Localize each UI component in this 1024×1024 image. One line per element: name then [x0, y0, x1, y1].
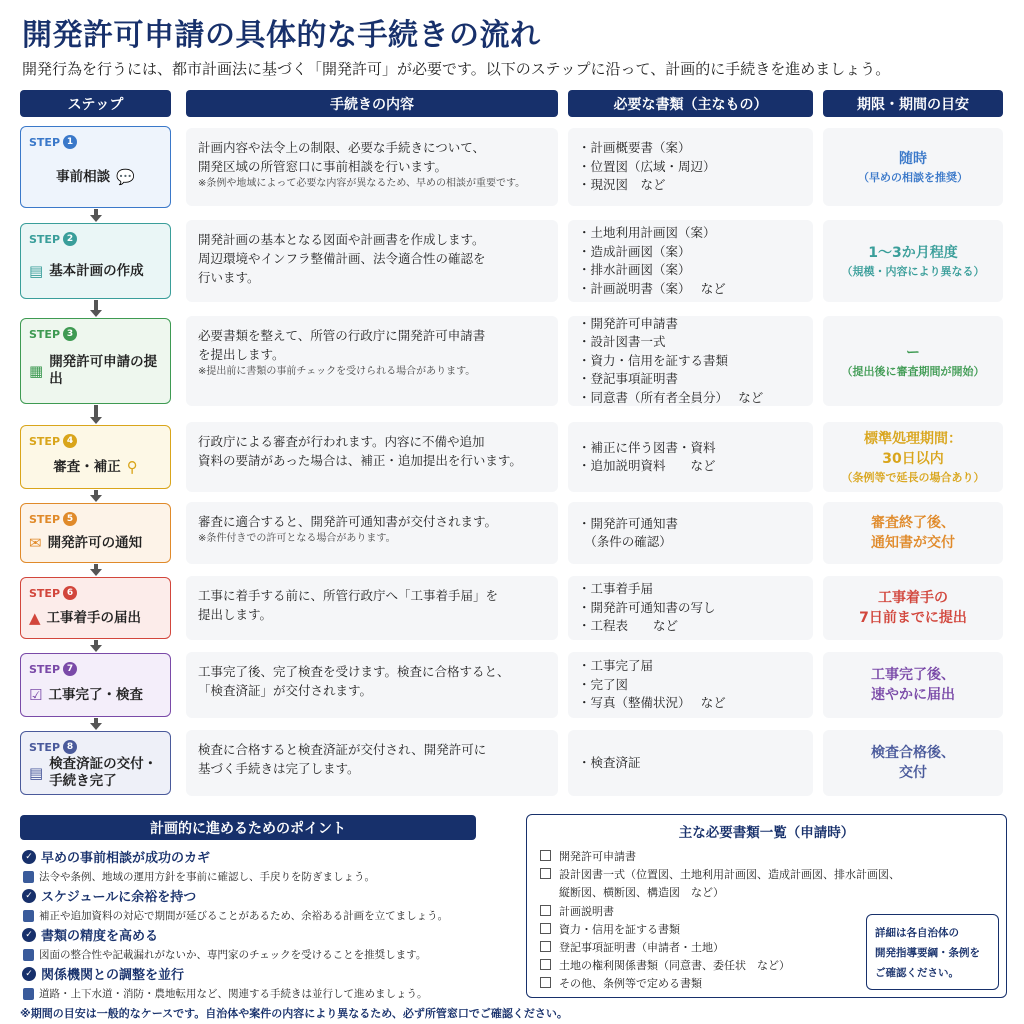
description-line: 検査に合格すると検査済証が交付され、開発許可に [198, 742, 487, 757]
step-label [29, 232, 77, 246]
footer-note: ※期間の目安は一般的なケースです。自治体や案件の内容により異なるため、必ず所管窓口でご確認ください。 [20, 1007, 568, 1020]
document-item: ・同意書（所有者全員分） など [578, 389, 764, 405]
description-note: ※条件付きでの許可となる場合があります。 [198, 533, 396, 544]
checklist-item-text: 登記事項証明書（申請者・土地） [559, 941, 724, 954]
description-line: 開発区域の所管窓口に事前相談を行います。 [198, 159, 448, 174]
header-documents: 必要な書類（主なもの） [568, 90, 813, 117]
step-title [29, 530, 162, 556]
description-note: ※提出前に書類の事前チェックを受けられる場合があります。 [198, 366, 476, 377]
document-item: ・排水計画図（案） [578, 262, 691, 277]
checkbox-icon [540, 868, 551, 879]
checkbox-icon [540, 977, 551, 988]
step-title-text: 開発許可の通知 [47, 534, 143, 551]
period-sub: （提出後に審査期間が開始） [841, 364, 985, 378]
description-note: ※条例や地域によって必要な内容が異なるため、早めの相談が重要です。 [198, 178, 526, 189]
period-main: 工事着手の 7日前までに提出 [859, 590, 967, 626]
period-main: 1〜3か月程度 [868, 244, 958, 261]
description-line: 開発計画の基本となる図面や計画書を作成します。 [198, 232, 485, 247]
document-item: ・計画説明書（案） など [578, 280, 726, 296]
document-item: ・設計図書一式 [578, 334, 666, 350]
document-icon [23, 949, 34, 961]
description-line: を提出します。 [198, 347, 285, 362]
point-heading [22, 925, 502, 944]
checkbox-icon: ☑ [29, 685, 43, 704]
page-subtitle: 開発行為を行うには、都市計画法に基づく「開発許可」が必要です。以下のステップに沿って、計画的に手続きを進めましょう。 [22, 60, 891, 78]
step-title [29, 345, 162, 397]
step-period [823, 316, 1003, 406]
step-title-text: 開発許可申請の提出 [49, 354, 158, 387]
step-period [823, 576, 1003, 640]
point-body [22, 908, 502, 923]
document-item: ・現況図 など [578, 177, 666, 193]
down-arrow-icon [90, 640, 102, 652]
document-item: ・完了図 [578, 676, 629, 692]
step-description [186, 576, 558, 640]
down-arrow-icon [90, 490, 102, 502]
step-title-text: 基本計画の作成 [49, 262, 144, 279]
document-item: ・造成計画図（案） [578, 243, 691, 259]
document-item: ・補正に伴う図書・資料 [578, 439, 716, 455]
envelope-icon: ✉ [29, 533, 42, 552]
step-tag-text: STEP [29, 434, 61, 448]
description-line: 行います。 [198, 270, 260, 285]
checklist-item [540, 975, 702, 993]
check-circle-icon: ✓ [22, 967, 36, 981]
document-item: ・計画概要書（案） [578, 140, 691, 156]
point-body-text: 道路・上下水道・消防・農地転用など、関連する手続きは並行して進めましょう。 [39, 988, 428, 1000]
check-circle-icon: ✓ [22, 928, 36, 942]
checklist-item [540, 957, 790, 975]
header-step: ステップ [20, 90, 171, 117]
document-icon [23, 910, 34, 922]
step-card-3 [20, 318, 171, 404]
step-card-1 [20, 126, 171, 208]
point-body [22, 986, 502, 1001]
step-title [29, 452, 162, 482]
document-icon [23, 988, 34, 1000]
point-item [22, 847, 502, 884]
document-item: ・資力・信用を証する書類 [578, 352, 729, 368]
step-description [186, 422, 558, 492]
check-circle-icon: ✓ [22, 850, 36, 864]
step-tag-text: STEP [29, 232, 61, 246]
step-tag-text: STEP [29, 662, 61, 676]
header-period: 期限・期間の目安 [823, 90, 1003, 117]
down-arrow-icon [90, 718, 102, 730]
checkbox-icon [540, 959, 551, 970]
step-documents [568, 502, 813, 564]
traffic-cone-icon: ▲ [29, 608, 41, 627]
point-body [22, 869, 502, 884]
description-line: 資料の要請があった場合は、補正・追加提出を行います。 [198, 453, 522, 468]
point-item [22, 964, 502, 1001]
down-arrow-icon [90, 564, 102, 576]
period-sub: （早めの相談を推奨） [858, 170, 968, 184]
step-label [29, 434, 77, 448]
step-card-4 [20, 425, 171, 489]
description-line: 「検査済証」が交付されます。 [198, 683, 373, 698]
step-label [29, 740, 77, 754]
document-item: ・工程表 など [578, 618, 679, 634]
checklist-item-text: 計画説明書 [559, 905, 614, 918]
arrow-head [90, 495, 102, 502]
step-number: 5 [63, 512, 77, 526]
step-description [186, 128, 558, 206]
down-arrow-icon [90, 405, 102, 424]
step-description [186, 316, 558, 406]
step-title [29, 604, 162, 632]
checklist-item [540, 939, 724, 957]
description-line: 必要書類を整えて、所管の行政庁に開発許可申請書 [198, 328, 486, 343]
step-title-text: 審査・補正 [53, 458, 121, 475]
description-line: 提出します。 [198, 607, 273, 622]
point-heading-text: 早めの事前相談が成功のカギ [41, 851, 211, 866]
step-label [29, 662, 77, 676]
step-title-text: 事前相談 [56, 168, 111, 185]
clipboard-icon: ▦ [29, 361, 44, 380]
points-title: 計画的に進めるためのポイント [20, 815, 476, 840]
step-title-text: 工事着手の届出 [46, 609, 142, 626]
checklist-item-text: 設計図書一式（位置図、土地利用計画図、造成計画図、排水計画図、 縦断図、横断図、構造図 など） [559, 868, 900, 899]
period-sub: （規模・内容により異なる） [841, 264, 985, 278]
step-documents [568, 128, 813, 206]
point-item [22, 886, 502, 923]
arrow-head [90, 417, 102, 424]
arrow-head [90, 310, 102, 317]
checkbox-icon [540, 850, 551, 861]
step-documents [568, 576, 813, 640]
document-item: ・開発許可申請書 [578, 315, 679, 331]
step-period [823, 652, 1003, 718]
step-card-6 [20, 577, 171, 639]
point-heading-text: 書類の精度を高める [41, 929, 159, 944]
arrow-head [90, 569, 102, 576]
step-description [186, 730, 558, 796]
checklist-item-text: 資力・信用を証する書類 [559, 923, 680, 936]
step-title [29, 758, 162, 788]
step-label [29, 586, 77, 600]
checkbox-icon [540, 941, 551, 952]
step-period [823, 730, 1003, 796]
point-heading-text: 関係機関との調整を並行 [41, 968, 185, 983]
step-documents [568, 220, 813, 302]
page-title: 開発許可申請の具体的な手続きの流れ [22, 18, 541, 53]
step-period [823, 422, 1003, 492]
document-item: ・開発許可通知書 [578, 515, 679, 531]
checklist-item-text: その他、条例等で定める書類 [559, 977, 702, 990]
checklist-item [540, 866, 900, 902]
step-tag-text: STEP [29, 135, 61, 149]
period-main: 工事完了後、 速やかに届出 [871, 667, 955, 703]
checkbox-icon [540, 923, 551, 934]
arrow-head [90, 723, 102, 730]
step-tag-text: STEP [29, 740, 61, 754]
checklist-item [540, 848, 636, 866]
description-line: 行政庁による審査が行われます。内容に不備や追加 [198, 434, 485, 449]
document-item: ・工事完了届 [578, 658, 654, 674]
step-tag-text: STEP [29, 327, 61, 341]
description-line: 基づく手続きは完了します。 [198, 761, 360, 776]
document-icon: ▤ [29, 261, 44, 280]
checklist-item-text: 土地の権利関係書類（同意書、委任状 など） [559, 959, 790, 972]
chat-bubble-icon: 💬 [116, 167, 135, 186]
step-card-8 [20, 731, 171, 795]
step-description [186, 502, 558, 564]
description-line: 審査に適合すると、開発許可通知書が交付されます。 [198, 514, 498, 529]
description-line: 計画内容や法令上の制限、必要な手続きについて、 [198, 140, 486, 155]
step-number: 6 [63, 586, 77, 600]
side-note: 詳細は各自治体の 開発指導要綱・条例を ご確認ください。 [866, 914, 999, 990]
step-period [823, 220, 1003, 302]
document-item: ・工事着手届 [578, 581, 654, 597]
document-item: ・検査済証 [578, 754, 641, 770]
step-title-text: 工事完了・検査 [48, 686, 143, 703]
point-body [22, 947, 502, 962]
period-main: ー [906, 344, 920, 361]
point-heading-text: スケジュールに余裕を持つ [41, 890, 197, 905]
point-heading [22, 886, 502, 905]
point-item [22, 925, 502, 962]
arrow-head [90, 215, 102, 222]
point-body-text: 補正や追加資料の対応で期間が延びることがあるため、余裕ある計画を立てましょう。 [39, 910, 449, 922]
step-title [29, 680, 162, 710]
step-label [29, 327, 77, 341]
step-card-5 [20, 503, 171, 563]
document-item: ・登記事項証明書 [578, 371, 679, 387]
point-body-text: 法令や条例、地域の運用方針を事前に確認し、手戻りを防ぎましょう。 [39, 871, 375, 883]
point-heading [22, 847, 502, 866]
step-documents [568, 316, 813, 406]
down-arrow-icon [90, 209, 102, 222]
check-circle-icon: ✓ [22, 889, 36, 903]
point-body-text: 図面の整合性や記載漏れがないか、専門家のチェックを受けることを推奨します。 [39, 949, 427, 961]
checkbox-icon [540, 905, 551, 916]
step-label [29, 135, 77, 149]
period-main: 標準処理期間： 30日以内 [864, 430, 962, 467]
step-period [823, 128, 1003, 206]
document-item: ・追加説明資料 など [578, 458, 716, 473]
period-main: 審査終了後、 通知書が交付 [871, 515, 955, 551]
step-number: 8 [63, 740, 77, 754]
step-title-text: 検査済証の交付・ 手続き完了 [49, 756, 158, 789]
documents-list-title: 主な必要書類一覧（申請時） [678, 825, 855, 841]
document-icon [23, 871, 34, 883]
document-item: ・位置図（広域・周辺） [578, 158, 716, 174]
document-item: ・開発許可通知書の写し [578, 599, 716, 615]
certificate-icon: ▤ [29, 763, 44, 782]
checklist-item [540, 921, 680, 939]
header-content: 手続きの内容 [186, 90, 558, 117]
period-sub: （条例等で延長の場合あり） [841, 470, 985, 484]
period-main: 検査合格後、 交付 [871, 745, 955, 781]
step-number: 7 [63, 662, 77, 676]
description-line: 工事に着手する前に、所管行政庁へ「工事着手届」を [198, 588, 499, 603]
step-documents [568, 422, 813, 492]
step-card-7 [20, 653, 171, 717]
document-item: （条件の確認） [578, 534, 672, 549]
step-description [186, 220, 558, 302]
description-line: 工事完了後、完了検査を受けます。検査に合格すると、 [198, 664, 510, 679]
description-line: 周辺環境やインフラ整備計画、法令適合性の確認を [198, 251, 486, 266]
magnifier-icon: ⚲ [126, 457, 138, 476]
step-tag-text: STEP [29, 512, 61, 526]
point-heading [22, 964, 502, 983]
document-item: ・写真（整備状況） など [578, 695, 726, 711]
step-title [29, 153, 162, 201]
step-number: 1 [63, 135, 77, 149]
step-number: 4 [63, 434, 77, 448]
arrow-head [90, 645, 102, 652]
period-main: 随時 [899, 150, 927, 167]
step-label [29, 512, 77, 526]
step-tag-text: STEP [29, 586, 61, 600]
checklist-item-text: 開発許可申請書 [559, 850, 636, 863]
step-period [823, 502, 1003, 564]
checklist-item [540, 903, 614, 921]
step-title [29, 250, 162, 292]
step-number: 3 [63, 327, 77, 341]
step-card-2 [20, 223, 171, 299]
down-arrow-icon [90, 300, 102, 317]
step-documents [568, 730, 813, 796]
step-number: 2 [63, 232, 77, 246]
document-item: ・土地利用計画図（案） [578, 225, 716, 240]
step-documents [568, 652, 813, 718]
step-description [186, 652, 558, 718]
